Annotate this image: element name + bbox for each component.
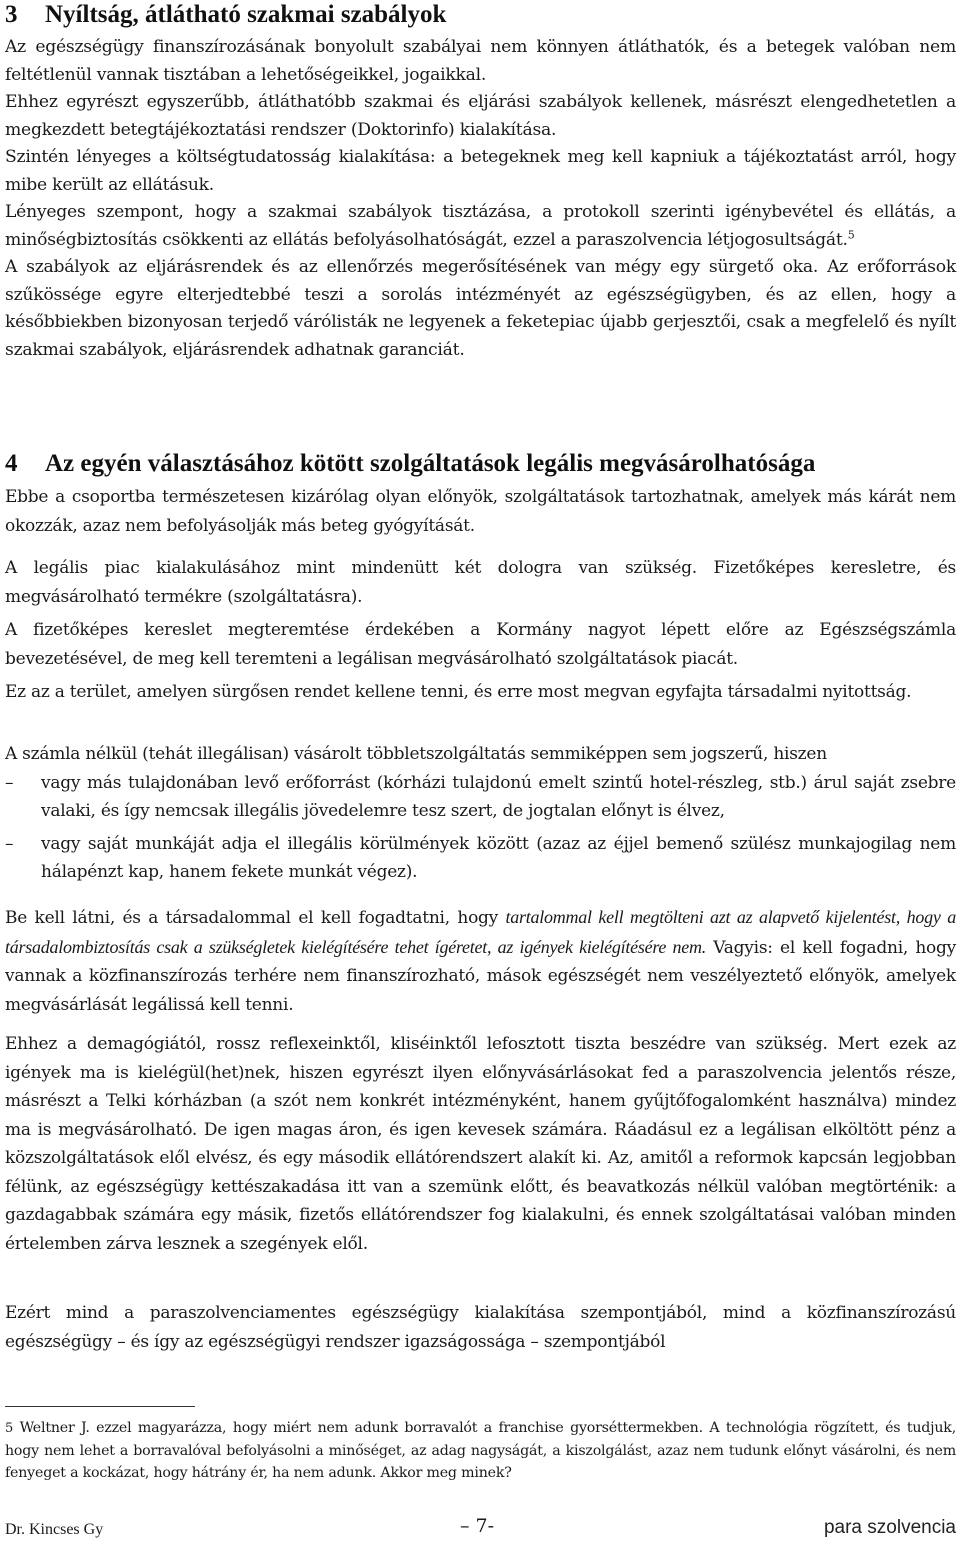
footnote-mark: 5: [5, 1421, 14, 1436]
section-3-body: [5, 34, 956, 364]
section-4-paragraph-3-block: [5, 616, 956, 673]
section-4-paragraph-6: [5, 903, 956, 1019]
section-4-heading: [5, 449, 815, 479]
section-4-paragraph-4: Ez az a terület, amelyen sürgősen rendet kellene tenni, és erre most megvan egyfajta társadalmi nyitottság.: [5, 682, 912, 702]
footnote-text: Weltner J. ezzel magyarázza, hogy miért nem adunk borravalót a franchise gyorséttermekben. A technológia rögzített, és tudjuk, hogy nem lehet a borravalóval befolyásolni a minőséget, az adag nagyságát, a kiszolgálást, azaz nem tudunk előnyt vásárolni, és nem fenyeget a kockázat, hogy hátrány ér, ha nem adunk. Akkor meg minek?: [5, 1420, 957, 1481]
section-3-title: Nyíltság, átlátható szakmai szabályok: [45, 1, 447, 28]
section-3-paragraph-2: Ehhez egyrészt egyszerűbb, átláthatóbb szakmai és eljárási szabályok kellenek, másrészt elengedhetetlen a megkezdett betegtájékoztatási rendszer (Doktorinfo) kialakítása.: [5, 92, 956, 140]
footer-page-dash: –: [460, 1515, 470, 1537]
section-4-title: Az egyén választásához kötött szolgáltatások legális megvásárolhatósága: [45, 450, 816, 477]
list-item-text: vagy más tulajdonában levő erőforrást (kórházi tulajdonú emelt szintű hotel-részleg, stb.) árul saját zsebre valaki, és így nemcsak illegális jövedelemre tesz szert, de jogtalan előnyt is élvez,: [41, 772, 956, 821]
section-4-paragraph-1-block: [5, 483, 956, 540]
footer-title: para szolvencia: [823, 1517, 956, 1538]
footnote: [5, 1417, 956, 1484]
footnote-reference: 5: [847, 227, 855, 241]
section-3-paragraph-5: A szabályok az eljárásrendek és az ellenőrzés megerősítésének van mégy egy sürgető oka. Az erőforrások szűkössége egyre elterjedtebbé teszi a sorolás intézményét az egészségügyben, és az ellen, hogy a későbbiekben bizonyosan terjedő várólisták ne legyenek a feketepiac újabb gerjesztői, csak a megfelelő és nyílt szakmai szabályok, eljárásrendek adhatnak garanciát.: [5, 257, 956, 360]
section-4-number: 4: [5, 450, 18, 477]
section-4-paragraph-5: A számla nélkül (tehát illegálisan) vásárolt többletszolgáltatás semmiképpen sem jogszerű, hiszen: [5, 744, 827, 764]
section-3-paragraph-4-text: Lényeges szempont, hogy a szakmai szabályok tisztázása, a protokoll szerinti igénybevétel és ellátás, a minőségbiztosítás csökkenti az ellátás befolyásolhatóságát, ezzel a paraszolvencia létjogosultságát.: [5, 202, 956, 250]
dash-marker: –: [5, 833, 14, 854]
dash-marker: –: [5, 772, 14, 793]
page-footer: [5, 1515, 956, 1541]
list-item: [5, 830, 956, 887]
paragraph-6-italic: tartalommal kell megtölteni azt az alapvető kijelentést, hogy a társadalombiztosítás csak a szükségletek kielégítésére tehet ígéretet, az igények kielégítésére nem.: [5, 907, 956, 957]
bullet-list: [5, 769, 956, 887]
section-4-paragraph-2-block: [5, 554, 956, 611]
footnote-separator: [5, 1406, 195, 1407]
paragraph-6-lead: Be kell látni, és a társadalommal el kell fogadtatni, hogy: [5, 908, 506, 928]
section-4-paragraph-8-block: [5, 1299, 956, 1356]
footer-author: Dr. Kincses Gy: [5, 1521, 104, 1538]
section-4-paragraph-4-block: [5, 678, 956, 707]
section-3-paragraph-4: [5, 199, 956, 254]
section-3-number: 3: [5, 1, 18, 28]
section-3-paragraph-1: Az egészségügy finanszírozásának bonyolult szabályai nem könnyen átláthatók, és a betegek valóban nem feltétlenül vannak tisztában a lehetőségeikkel, jogaikkal.: [5, 37, 956, 85]
section-4-paragraph-7: Ehhez a demagógiától, rossz reflexeinktől, kliséinktől lefosztott tiszta beszédre van szükség. Mert ezek az igények ma is kielégül(het)nek, hiszen egyrészt ilyen előnyvásárlásokat fed a paraszolvencia jelentős része, másrészt a Telki kórházban (a szót nem konkrét intézményként, hanem gyűjtőfogalomként használva) mindez ma is megvásárolható. De igen magas áron, és igen kevesek számára. Ráadásul ez a legálisan elköltött pénz a közszolgáltatások elől elvész, és egy második ellátórendszert alakít ki. Az, amitől a reformok kapcsán legjobban félünk, az egészségügy kettészakadása itt van a szemünk előtt, és beavatkozás nélkül valóban megtörténik: a gazdagabbak számára egy másik, fizetős ellátórendszer fog kialakulni, és ennek szolgáltatásai valóban minden értelemben zárva lesznek a szegények elől.: [5, 1034, 956, 1254]
section-3-paragraph-3: Szintén lényeges a költségtudatosság kialakítása: a betegeknek meg kell kapniuk a tájékoztatást arról, hogy mibe került az ellátásuk.: [5, 147, 956, 195]
paragraph-6-tail: Vagyis: el kell fogadni, hogy vannak a közfinanszírozás terhére nem finanszírozható, mások egészségét nem veszélyeztető előnyök, amelyek megvásárlását legálissá kell tenni.: [5, 937, 956, 1015]
footer-page-number: [460, 1515, 494, 1537]
section-4-paragraph-1: Ebbe a csoportba természetesen kizárólag olyan előnyök, szolgáltatások tartozhatnak, amelyek más kárát nem okozzák, azaz nem befolyásolják más beteg gyógyítását.: [5, 487, 956, 536]
list-item-text: vagy saját munkáját adja el illegális körülmények között (azaz az éjjel bemenő szülész munkajogilag nem hálapénzt kap, hanem fekete munkát végez).: [41, 833, 956, 882]
section-4-paragraph-2: A legális piac kialakulásához mint mindenütt két dologra van szükség. Fizetőképes keresletre, és megvásárolható termékre (szolgáltatásra).: [5, 558, 956, 607]
list-item: [5, 769, 956, 826]
section-3-heading: [5, 0, 446, 30]
section-4-paragraph-5-block: [5, 740, 956, 887]
section-4-paragraph-8: Ezért mind a paraszolvenciamentes egészségügy kialakítása szempontjából, mind a közfinanszírozású egészségügy – és így az egészségügyi rendszer igazságossága – szempontjából: [5, 1303, 956, 1352]
section-4-paragraph-6-block: [5, 903, 956, 1019]
section-4-paragraph-3: A fizetőképes kereslet megteremtése érdekében a Kormány nagyot lépett előre az Egészségszámla bevezetésével, de meg kell teremteni a legálisan megvásárolható szolgáltatások piacát.: [5, 620, 956, 669]
footer-page-text: 7-: [475, 1515, 495, 1537]
section-4-paragraph-7-block: [5, 1030, 956, 1258]
